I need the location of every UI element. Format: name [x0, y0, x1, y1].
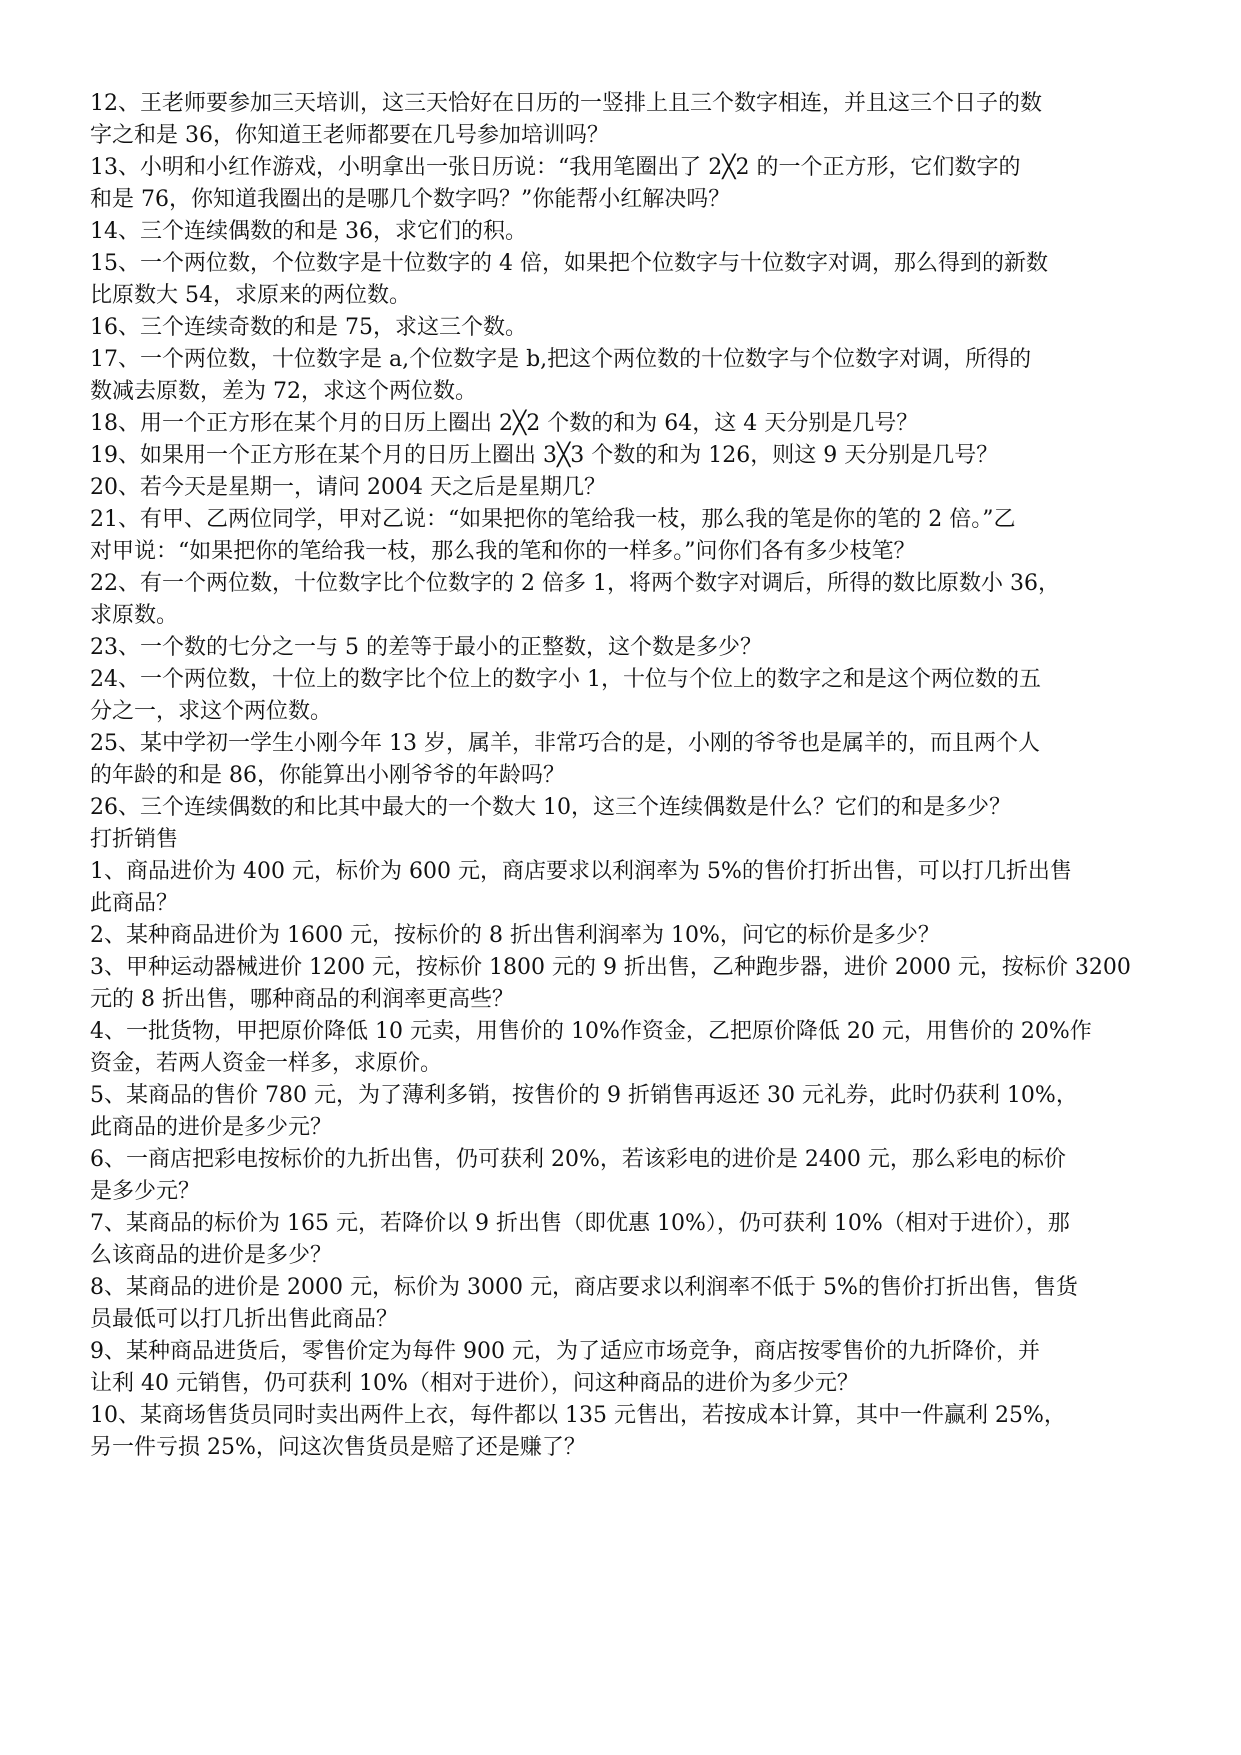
problem-line: 21、有甲、乙两位同学，甲对乙说：“如果把你的笔给我一枝，那么我的笔是你的笔的 2 倍。”乙: [90, 507, 1016, 532]
problem-line: 6、一商店把彩电按标价的九折出售，仍可获利 20%，若该彩电的进价是 2400 元，那么彩电的标价: [90, 1147, 1066, 1172]
problem-16: [90, 312, 1151, 344]
discount-problem-10: [90, 1400, 1151, 1464]
problem-line: 10、某商场售货员同时卖出两件上衣，每件都以 135 元售出，若按成本计算，其中一件赢利 25%，: [90, 1403, 1066, 1428]
problem-line: 此商品？: [90, 891, 179, 916]
problem-line: 资金，若两人资金一样多，求原价。: [90, 1051, 443, 1076]
problem-line: 9、某种商品进货后，零售价定为每件 900 元，为了适应市场竞争，商店按零售价的九折降价，并: [90, 1339, 1040, 1364]
discount-problem-2: [90, 920, 1151, 952]
problem-line: 8、某商品的进价是 2000 元，标价为 3000 元，商店要求以利润率不低于 5%的售价打折出售，售货: [90, 1275, 1078, 1300]
discount-problem-9: [90, 1336, 1151, 1400]
problem-line: 19、如果用一个正方形在某个月的日历上圈出 3╳3 个数的和为 126，则这 9 天分别是几号？: [90, 443, 999, 468]
problem-line: 7、某商品的标价为 165 元，若降价以 9 折出售（即优惠 10%），仍可获利 10%（相对于进价），那: [90, 1211, 1070, 1236]
problem-line: 25、某中学初一学生小刚今年 13 岁，属羊，非常巧合的是，小刚的爷爷也是属羊的，而且两个人: [90, 731, 1040, 756]
problem-line: 数减去原数，差为 72，求这个两位数。: [90, 379, 477, 404]
problem-line: 求原数。: [90, 603, 179, 628]
problem-line: 另一件亏损 25%，问这次售货员是赔了还是赚了？: [90, 1435, 586, 1460]
problem-line: 12、王老师要参加三天培训，这三天恰好在日历的一竖排上且三个数字相连，并且这三个日子的数: [90, 91, 1042, 116]
problem-19: [90, 440, 1151, 472]
problem-line: 13、小明和小红作游戏，小明拿出一张日历说：“我用笔圈出了 2╳2 的一个正方形，它们数字的: [90, 155, 1021, 180]
problem-21: [90, 504, 1151, 568]
problem-line: 让利 40 元销售，仍可获利 10%（相对于进价），问这种商品的进价为多少元？: [90, 1371, 859, 1396]
problem-22: [90, 568, 1151, 632]
problem-18: [90, 408, 1151, 440]
problem-line: 的年龄的和是 86，你能算出小刚爷爷的年龄吗？: [90, 763, 565, 788]
discount-problem-5: [90, 1080, 1151, 1144]
problem-line: 26、三个连续偶数的和比其中最大的一个数大 10，这三个连续偶数是什么？它们的和是多少？: [90, 795, 1011, 820]
problem-line: 23、一个数的七分之一与 5 的差等于最小的正整数，这个数是多少？: [90, 635, 762, 660]
problem-line: 17、一个两位数，十位数字是 a,个位数字是 b,把这个两位数的十位数字与个位数字对调，所得的: [90, 347, 1032, 372]
problem-line: 元的 8 折出售，哪种商品的利润率更高些？: [90, 987, 514, 1012]
problem-20: [90, 472, 1151, 504]
problem-17: [90, 344, 1151, 408]
problem-15: [90, 248, 1151, 312]
problem-line: 2、某种商品进价为 1600 元，按标价的 8 折出售利润率为 10%，问它的标价是多少？: [90, 923, 940, 948]
problem-line: 4、一批货物，甲把原价降低 10 元卖，用售价的 10%作资金，乙把原价降低 20 元，用售价的 20%作: [90, 1019, 1092, 1044]
problem-line: 24、一个两位数，十位上的数字比个位上的数字小 1，十位与个位上的数字之和是这个两位数的五: [90, 667, 1041, 692]
discount-problem-1: [90, 856, 1151, 920]
problem-13: [90, 152, 1151, 216]
problem-line: 比原数大 54，求原来的两位数。: [90, 283, 411, 308]
discount-problem-3: [90, 952, 1151, 1016]
discount-problem-4: [90, 1016, 1151, 1080]
problem-line: 1、商品进价为 400 元，标价为 600 元，商店要求以利润率为 5%的售价打折出售，可以打几折出售: [90, 859, 1072, 884]
problem-12: [90, 88, 1151, 152]
problem-line: 是多少元？: [90, 1179, 201, 1204]
problem-line: 14、三个连续偶数的和是 36，求它们的积。: [90, 219, 527, 244]
discount-problem-8: [90, 1272, 1151, 1336]
problem-line: 么该商品的进价是多少？: [90, 1243, 333, 1268]
problem-line: 和是 76，你知道我圈出的是哪几个数字吗？”你能帮小红解决吗？: [90, 187, 731, 212]
problem-line: 分之一，求这个两位数。: [90, 699, 333, 724]
discount-problem-6: [90, 1144, 1151, 1208]
problem-line: 员最低可以打几折出售此商品？: [90, 1307, 399, 1332]
problem-line: 5、某商品的售价 780 元，为了薄利多销，按售价的 9 折销售再返还 30 元礼券，此时仍获利 10%，: [90, 1083, 1078, 1108]
problem-23: [90, 632, 1151, 664]
problem-line: 15、一个两位数，个位数字是十位数字的 4 倍，如果把个位数字与十位数字对调，那么得到的新数: [90, 251, 1048, 276]
problem-line: 字之和是 36，你知道王老师都要在几号参加培训吗？: [90, 123, 609, 148]
problem-line: 18、用一个正方形在某个月的日历上圈出 2╳2 个数的和为 64，这 4 天分别是几号？: [90, 411, 919, 436]
problem-26: [90, 792, 1151, 824]
discount-problem-7: [90, 1208, 1151, 1272]
problem-24: [90, 664, 1151, 728]
problem-line: 16、三个连续奇数的和是 75，求这三个数。: [90, 315, 527, 340]
problem-line: 3、甲种运动器械进价 1200 元，按标价 1800 元的 9 折出售，乙种跑步器，进价 2000 元，按标价 3200: [90, 955, 1131, 980]
section-heading: 打折销售: [90, 827, 179, 852]
problem-14: [90, 216, 1151, 248]
problem-line: 22、有一个两位数，十位数字比个位数字的 2 倍多 1，将两个数字对调后，所得的数比原数小 36，: [90, 571, 1060, 596]
problem-line: 对甲说：“如果把你的笔给我一枝，那么我的笔和你的一样多。”问你们各有多少枝笔？: [90, 539, 916, 564]
problem-25: [90, 728, 1151, 792]
problem-line: 20、若今天是星期一，请问 2004 天之后是星期几？: [90, 475, 606, 500]
problem-line: 此商品的进价是多少元？: [90, 1115, 333, 1140]
